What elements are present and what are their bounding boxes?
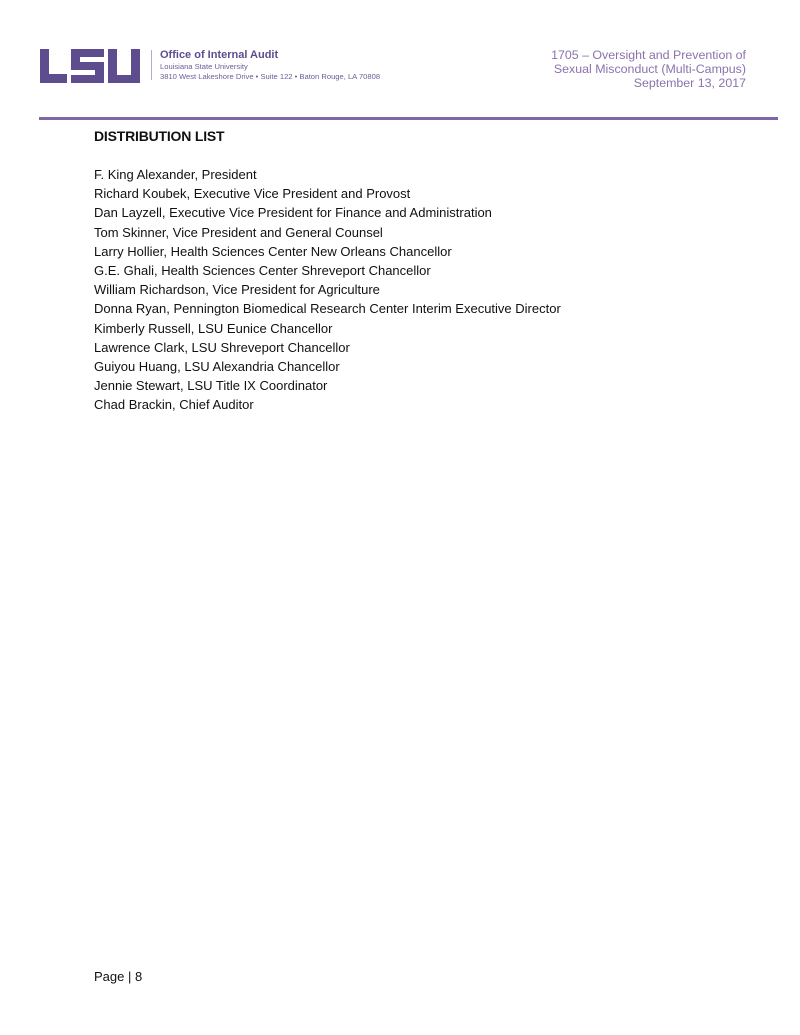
lsu-logo [40, 49, 140, 83]
list-item: William Richardson, Vice President for Agriculture [94, 282, 380, 298]
list-item: G.E. Ghali, Health Sciences Center Shreveport Chancellor [94, 263, 431, 279]
page-number: Page | 8 [94, 969, 143, 984]
list-item: Tom Skinner, Vice President and General Counsel [94, 224, 383, 240]
report-title-line-1: 1705 – Oversight and Prevention of [551, 48, 746, 62]
office-address: 3810 West Lakeshore Drive • Suite 122 • Baton Rouge, LA 70808 [160, 72, 381, 81]
report-title-line-2: Sexual Misconduct (Multi-Campus) [553, 62, 746, 76]
list-item: Guiyou Huang, LSU Alexandria Chancellor [94, 359, 340, 375]
list-item: Jennie Stewart, LSU Title IX Coordinator [94, 378, 328, 394]
list-item: Lawrence Clark, LSU Shreveport Chancellor [94, 339, 350, 355]
page-header [0, 0, 800, 120]
report-date: September 13, 2017 [633, 76, 746, 90]
list-item: Dan Layzell, Executive Vice President for Finance and Administration [94, 205, 492, 221]
list-item: Chad Brackin, Chief Auditor [94, 397, 254, 413]
list-item: Donna Ryan, Pennington Biomedical Research Center Interim Executive Director [94, 301, 561, 317]
list-item: Richard Koubek, Executive Vice President and Provost [94, 186, 411, 202]
header-divider [39, 117, 778, 120]
list-item: Kimberly Russell, LSU Eunice Chancellor [94, 320, 333, 336]
office-block [160, 49, 490, 82]
university-name: Louisiana State University [160, 62, 248, 71]
office-title: Office of Internal Audit [160, 49, 279, 61]
logo-divider [151, 50, 152, 80]
list-item: F. King Alexander, President [94, 167, 257, 182]
distribution-list [94, 165, 561, 415]
list-item: Larry Hollier, Health Sciences Center New Orleans Chancellor [94, 243, 452, 259]
section-title: DISTRIBUTION LIST [94, 128, 225, 144]
report-info [446, 48, 746, 90]
